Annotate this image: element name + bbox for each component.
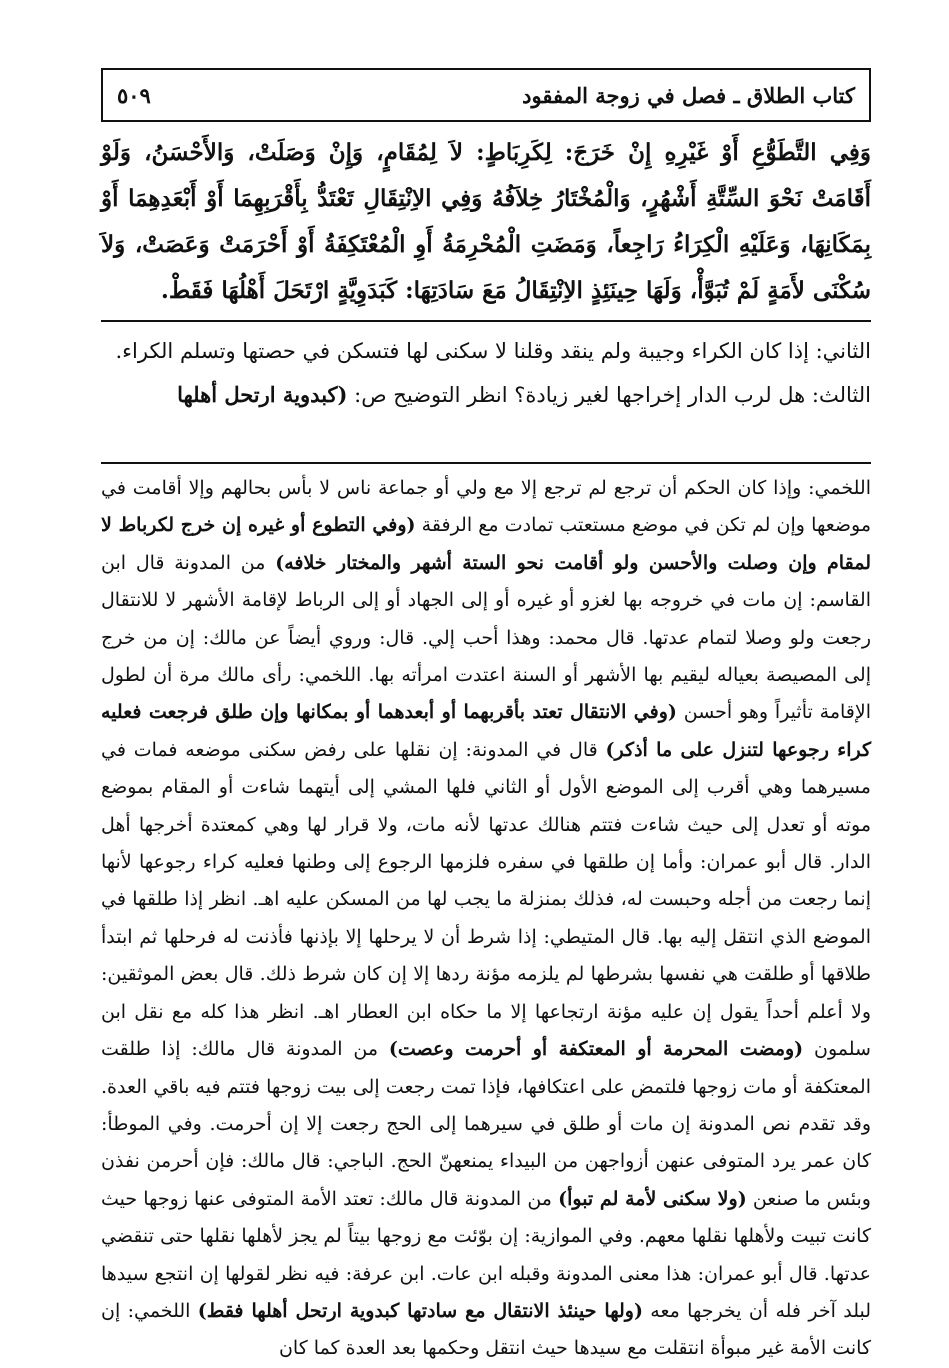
commentary-text: من المدونة قال مالك: تعتد الأمة المتوفى عنها زوجها حيث كانت تبيت ولأهلها نقلها معهم. وفي الموازية: إن بوّئت مع زوجها بيتاً لم يجز لأهلها نقلها حتى تنقضي عدتها. قال أبو عمران: هذا معنى المدونة وقبله ابن عات. ابن عرفة: فيه نظر لقولها إن انتجع سيدها لبلد آخر فله أن يخرجها معه: [101, 1187, 872, 1322]
commentary-text: اللخمي: وإذا كان الحكم أن ترجع لم ترجع إلا مع ولي أو جماعة ناس لا بأس بحالهم وإلا أقامت في موضعها وإن لم تكن في موضع مستعتب تمادت مع الرفقة: [101, 477, 871, 537]
matn-quote: (ومضت المحرمة أو المعتكفة أو أحرمت وعصت): [388, 1038, 804, 1061]
note-third-text: الثالث: هل لرب الدار إخراجها لغير زيادة؟ انظر التوضيح ص:: [347, 383, 871, 407]
page-number: ٥٠٩: [117, 82, 151, 108]
note-third-quote: (كبدوية ارتحل أهلها: [177, 382, 348, 407]
note-second: الثاني: إذا كان الكراء وجيبة ولم ينقد وقلنا لا سكنى لها فتسكن في حصتها وتسلم الكراء.: [115, 339, 871, 363]
running-header: [101, 68, 871, 122]
commentary-text: قال في المدونة: إن نقلها على رفض سكنى موضعه فمات في مسيرهما وهي أقرب إلى الموضع الأول أو الثاني فلها المشي إلى أيتهما شاءت أو المقام بموضع موته أو تعدل إلى حيث شاءت فتتم هنالك عدتها لأنه مات، ولا قرار لها وهي كمعتدة أخرجها أهل الدار. قال أبو عمران: وأما إن طلقها في سفره فلزمها الرجوع إلى وطنها فعليه كراء رجوعها لأنها إنما رجعت من أجله وحبست له، فذلك بمنزلة ما يجب لها من المسكن عليه اهـ. انظر إذا طلقها في الموضع الذي انتقل إليه بها. قال المتيطي: إذا شرط أن لا يرحلها إلا بإذنها فأذنت له فرحلها ثم ابتدأ طلاقها أو طلقت هي نفسها بشرطها لم يلزمه مؤنة ردها إلا إن كان شرط ذلك. قال بعض الموثقين: ولا أعلم أحداً يقول إن عليه مؤنة ارتجاعها إلا ما حكاه ابن العطار اهـ. انظر هذا كله مع نقل ابن سلمون: [101, 738, 871, 1061]
matn-quote: (وفي التطوع أو غيره إن خرج لكرباط لا لمقام وإن وصلت والأحسن ولو أقامت نحو الستة أشهر والمختار خلافه): [101, 514, 871, 574]
matn-quote: (وفي الانتقال تعتد بأقربهما أو أبعدهما أو بمكانها وإن طلق فرجعت فعليه كراء رجوعها لتنزل على ما أذكر): [101, 701, 872, 761]
note-third: [101, 373, 871, 417]
divider-lower: [101, 462, 871, 464]
matn-quote: (ولا سكنى لأمة لم تبوأ): [558, 1187, 747, 1210]
notes-block: [101, 330, 871, 417]
commentary-paragraph: [101, 470, 871, 1368]
commentary-text: اللخمي: إن كانت الأمة غير مبوأة انتقلت مع سيدها حيث انتقل وحكمها بعد العدة كما كان: [101, 1299, 871, 1360]
divider-upper: [101, 320, 871, 322]
commentary-block: [101, 470, 871, 1368]
chapter-title: كتاب الطلاق ـ فصل في زوجة المفقود: [522, 82, 855, 108]
commentary-text: من المدونة قال ابن القاسم: إن مات في خروجه بها لغزو أو غيره أو إلى الجهاد أو إلى الرباط لإقامة الأشهر لا للانتقال رجعت ولو وصلا لتمام عدتها. قال محمد: وهذا أحب إلي. قال: وروي أيضاً عن مالك: إن من خرج إلى المصيصة بعياله ليقيم بها الأشهر أو السنة اعتدت امرأته بها. اللخمي: رأى مالك مرة أن لطول الإقامة تأثيراً وهو أحسن: [101, 551, 871, 724]
matn-quote: (ولها حينئذ الانتقال مع سادتها كبدوية ارتحل أهلها فقط): [197, 1299, 643, 1322]
main-text: وَفِي التَّطَوُّعِ أَوْ غَيْرِهِ إِنْ خَرَجَ: لِكَرِبَاطٍ: لاَ لِمُقَامٍ، وَإِنْ وَصَلَتْ، وَالأَحْسَنُ، وَلَوْ أَقَامَتْ نَحْوَ السِّتَّةِ أَشْهُرٍ، وَالْمُخْتَارُ خِلاَفُهُ وَفِي الاِنْتِقَالِ تَعْتَدُّ بِأَقْرَبِهِمَا أَوْ أَبْعَدِهِمَا أَوْ بِمَكَانِهَا، وَعَلَيْهِ الْكِرَاءُ رَاجِعاً، وَمَضَتِ الْمُحْرِمَةُ أَوِ الْمُعْتَكِفَةُ أَوْ أَحْرَمَتْ وَعَصَتْ، وَلاَ سُكْنَى لأَمَةٍ لَمْ تُبَوَّأْ، وَلَهَا حِينَئِذٍ الاِنْتِقَالُ مَعَ سَادَتِهَا: كَبَدَوِيَّةٍ ارْتَحَلَ أَهْلُهَا فَقَطْ.: [101, 139, 871, 304]
commentary-text: من المدونة قال مالك: إذا طلقت المعتكفة أو مات زوجها فلتمض على اعتكافها، فإذا تمت رجعت إلى بيت زوجها فتتم فيه باقي العدة. وقد تقدم نص المدونة إن مات أو طلق في سيرهما إلى الحج رجعت إلا إن أحرمت. وفي الموطأ: كان عمر يرد المتوفى عنهن أزواجهن من البيداء يمنعهنّ الحج. الباجي: قال مالك: فإن أحرمن نفذن وبئس ما صنعن: [101, 1038, 871, 1210]
